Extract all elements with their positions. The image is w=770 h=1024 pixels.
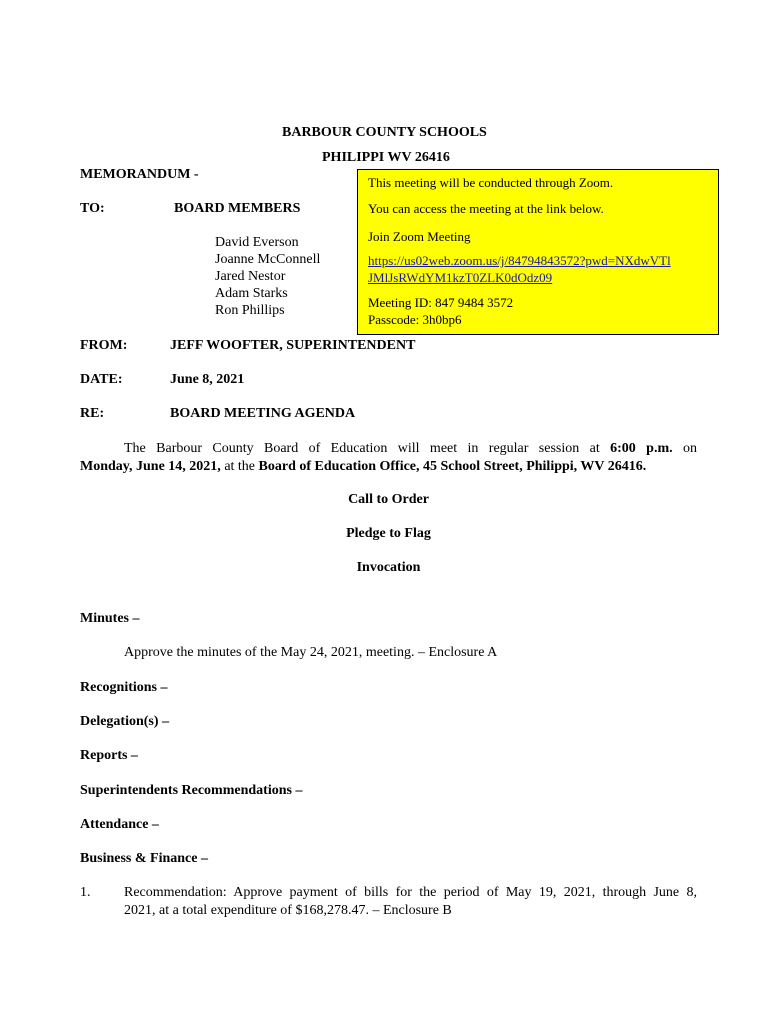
intro-text-1: The Barbour County Board of Education will meet in regular session at	[124, 441, 611, 456]
org-location: PHILIPPI WV 26416	[322, 150, 450, 165]
date-label: DATE:	[80, 372, 123, 387]
pledge-to-flag: Pledge to Flag	[346, 526, 431, 541]
member-name: Jared Nestor	[215, 269, 286, 284]
attendance-heading: Attendance –	[80, 817, 159, 832]
superintendent-heading: Superintendents Recommendations –	[80, 783, 303, 798]
meeting-date: Monday, June 14, 2021,	[80, 459, 221, 474]
zoom-link-line-2[interactable]: JMlJsRWdYM1kzT0ZLK0dOdz09	[368, 270, 553, 285]
item-number: 1.	[80, 885, 91, 900]
item-1-line-1: Recommendation: Approve payment of bills for the period of May 19, 2021, through June 8,	[124, 885, 697, 900]
reports-heading: Reports –	[80, 748, 138, 763]
memo-label: MEMORANDUM -	[80, 167, 199, 182]
member-name: David Everson	[215, 235, 299, 250]
minutes-item: Approve the minutes of the May 24, 2021, meeting. – Enclosure A	[124, 645, 498, 660]
re-label: RE:	[80, 406, 105, 421]
zoom-link-line-1[interactable]: https://us02web.zoom.us/j/84794843572?pwd=NXdwVTl	[368, 253, 671, 268]
join-zoom-label: Join Zoom Meeting	[368, 229, 471, 244]
call-to-order: Call to Order	[348, 492, 429, 507]
intro-paragraph	[80, 440, 697, 476]
member-name: Adam Starks	[215, 286, 288, 301]
intro-text-3: at the	[220, 459, 259, 474]
to-value: BOARD MEMBERS	[174, 201, 301, 216]
to-label: TO:	[80, 201, 105, 216]
invocation: Invocation	[356, 560, 421, 575]
item-1-line-2: 2021, at a total expenditure of $168,278.47. – Enclosure B	[124, 903, 452, 918]
delegations-heading: Delegation(s) –	[80, 714, 170, 729]
re-value: BOARD MEETING AGENDA	[170, 406, 356, 421]
member-name: Ron Phillips	[215, 303, 285, 318]
date-value: June 8, 2021	[170, 372, 245, 387]
meeting-id: Meeting ID: 847 9484 3572	[368, 295, 514, 310]
zoom-line-1: This meeting will be conducted through Zoom.	[368, 175, 614, 190]
zoom-line-2: You can access the meeting at the link below.	[368, 201, 604, 216]
meeting-place: Board of Education Office, 45 School Street, Philippi, WV 26416.	[258, 459, 647, 474]
meeting-time: 6:00 p.m.	[610, 441, 673, 456]
passcode: Passcode: 3h0bp6	[368, 312, 462, 327]
minutes-heading: Minutes –	[80, 611, 140, 626]
from-value: JEFF WOOFTER, SUPERINTENDENT	[170, 338, 416, 353]
org-title: BARBOUR COUNTY SCHOOLS	[282, 125, 487, 140]
member-name: Joanne McConnell	[215, 252, 321, 267]
recognitions-heading: Recognitions –	[80, 680, 168, 695]
intro-text-2: on	[672, 441, 698, 456]
zoom-info-box	[357, 169, 719, 335]
business-heading: Business & Finance –	[80, 851, 208, 866]
from-label: FROM:	[80, 338, 128, 353]
